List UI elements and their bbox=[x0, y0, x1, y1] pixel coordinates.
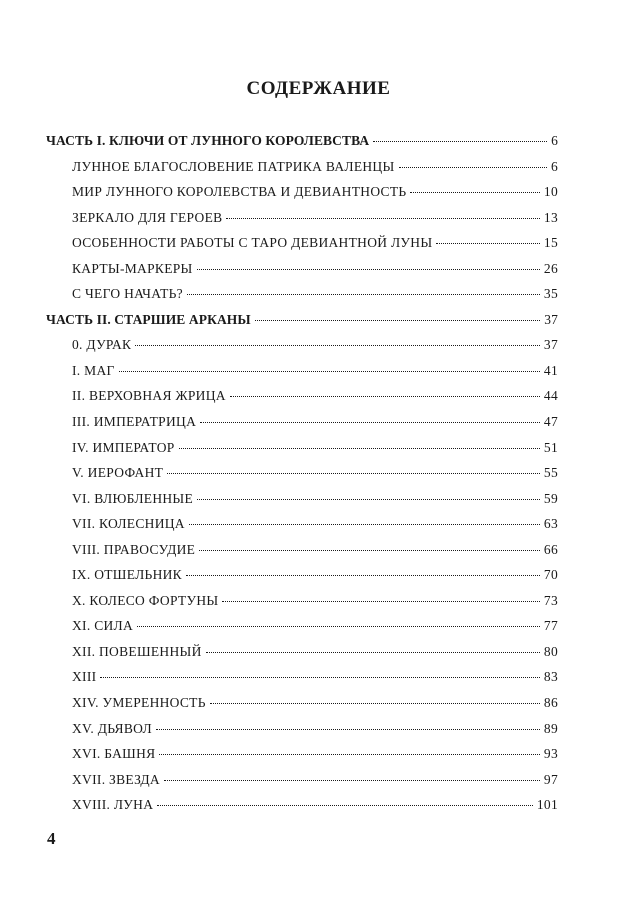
toc-entry-page: 15 bbox=[543, 235, 558, 251]
toc-entry-label: II. ВЕРХОВНАЯ ЖРИЦА bbox=[72, 388, 226, 404]
dot-leader bbox=[100, 677, 539, 678]
dot-leader bbox=[399, 167, 547, 168]
dot-leader bbox=[187, 294, 540, 295]
toc-entry-label: XVII. ЗВЕЗДА bbox=[72, 771, 160, 787]
toc-entry bbox=[46, 154, 558, 180]
toc-entry bbox=[46, 716, 558, 742]
toc-entry-label: I. МАГ bbox=[72, 362, 115, 378]
dot-leader bbox=[167, 473, 540, 474]
toc-entry-page: 97 bbox=[543, 771, 558, 787]
toc-entry bbox=[46, 486, 558, 512]
toc-entry-page: 10 bbox=[543, 184, 558, 200]
toc-entry bbox=[46, 460, 558, 486]
toc-entry-page: 35 bbox=[543, 286, 558, 302]
toc-entry bbox=[46, 383, 558, 409]
dot-leader bbox=[137, 626, 540, 627]
dot-leader bbox=[179, 448, 540, 449]
dot-leader bbox=[436, 243, 539, 244]
toc-entry bbox=[46, 767, 558, 793]
toc-entry-page: 77 bbox=[543, 618, 558, 634]
toc-entry-page: 6 bbox=[550, 158, 558, 174]
toc-part-entry bbox=[46, 128, 558, 154]
toc-entry-label: VII. КОЛЕСНИЦА bbox=[72, 516, 185, 532]
toc-entry-page: 26 bbox=[543, 260, 558, 276]
toc-part-entry bbox=[46, 307, 558, 333]
toc-entry-page: 66 bbox=[543, 541, 558, 557]
toc-entry bbox=[46, 562, 558, 588]
toc-entry-page: 73 bbox=[543, 592, 558, 608]
toc-entry-page: 41 bbox=[543, 362, 558, 378]
toc-entry-page: 70 bbox=[543, 567, 558, 583]
dot-leader bbox=[189, 524, 540, 525]
toc-entry-page: 47 bbox=[543, 414, 558, 430]
dot-leader bbox=[206, 652, 540, 653]
toc-entry-page: 44 bbox=[543, 388, 558, 404]
dot-leader bbox=[199, 550, 540, 551]
toc-entry-label: ЧАСТЬ I. КЛЮЧИ ОТ ЛУННОГО КОРОЛЕВСТВА bbox=[46, 133, 370, 148]
toc-entry bbox=[46, 741, 558, 767]
toc-entry bbox=[46, 435, 558, 461]
table-of-contents bbox=[46, 128, 558, 818]
dot-leader bbox=[226, 218, 539, 219]
toc-entry-page: 55 bbox=[543, 465, 558, 481]
toc-entry bbox=[46, 588, 558, 614]
toc-entry-label: ЛУННОЕ БЛАГОСЛОВЕНИЕ ПАТРИКА ВАЛЕНЦЫ bbox=[72, 158, 395, 174]
toc-entry bbox=[46, 690, 558, 716]
dot-leader bbox=[255, 320, 541, 321]
toc-entry-label: XI. СИЛА bbox=[72, 618, 134, 634]
toc-entry-page: 93 bbox=[543, 746, 558, 762]
dot-leader bbox=[159, 754, 539, 755]
toc-entry-label: VIII. ПРАВОСУДИЕ bbox=[72, 541, 196, 557]
toc-entry-page: 80 bbox=[543, 643, 558, 659]
toc-entry bbox=[46, 664, 558, 690]
dot-leader bbox=[373, 141, 547, 142]
dot-leader bbox=[156, 729, 540, 730]
toc-entry-label: МИР ЛУННОГО КОРОЛЕВСТВА И ДЕВИАНТНОСТЬ bbox=[72, 184, 407, 200]
toc-entry bbox=[46, 409, 558, 435]
toc-entry-page: 89 bbox=[543, 720, 558, 736]
toc-entry-label: С ЧЕГО НАЧАТЬ? bbox=[72, 286, 183, 302]
toc-entry-label: ЗЕРКАЛО ДЛЯ ГЕРОЕВ bbox=[72, 209, 223, 225]
dot-leader bbox=[119, 371, 540, 372]
toc-entry-label: КАРТЫ-МАРКЕРЫ bbox=[72, 260, 193, 276]
dot-leader bbox=[135, 345, 540, 346]
toc-entry bbox=[46, 205, 558, 231]
toc-entry-label: X. КОЛЕСО ФОРТУНЫ bbox=[72, 592, 219, 608]
toc-entry-page: 37 bbox=[544, 311, 558, 327]
dot-leader bbox=[197, 499, 540, 500]
toc-entry-label: XIII bbox=[72, 669, 97, 685]
toc-entry-label: VI. ВЛЮБЛЕННЫЕ bbox=[72, 490, 194, 506]
toc-entry bbox=[46, 281, 558, 307]
dot-leader bbox=[157, 805, 533, 806]
page-title: СОДЕРЖАНИЕ bbox=[246, 78, 391, 99]
toc-entry bbox=[46, 537, 558, 563]
toc-entry-label: XVI. БАШНЯ bbox=[72, 746, 156, 762]
toc-entry bbox=[46, 358, 558, 384]
toc-entry bbox=[46, 332, 558, 358]
toc-entry-page: 13 bbox=[543, 209, 558, 225]
toc-entry-label: XII. ПОВЕШЕННЫЙ bbox=[72, 643, 202, 659]
toc-entry-label: XVIII. ЛУНА bbox=[72, 797, 154, 813]
dot-leader bbox=[222, 601, 539, 602]
toc-entry-label: 0. ДУРАК bbox=[72, 337, 132, 353]
toc-entry bbox=[46, 639, 558, 665]
toc-entry bbox=[46, 792, 558, 818]
toc-entry-label: XV. ДЬЯВОЛ bbox=[72, 720, 152, 736]
dot-leader bbox=[197, 269, 540, 270]
toc-entry-page: 51 bbox=[543, 439, 558, 455]
dot-leader bbox=[410, 192, 539, 193]
toc-entry bbox=[46, 230, 558, 256]
toc-entry-label: IX. ОТШЕЛЬНИК bbox=[72, 567, 182, 583]
toc-entry-label: XIV. УМЕРЕННОСТЬ bbox=[72, 695, 206, 711]
toc-entry-page: 101 bbox=[536, 797, 558, 813]
dot-leader bbox=[210, 703, 540, 704]
dot-leader bbox=[230, 396, 540, 397]
toc-entry-page: 37 bbox=[543, 337, 558, 353]
toc-entry-label: IV. ИМПЕРАТОР bbox=[72, 439, 175, 455]
toc-entry-page: 86 bbox=[543, 695, 558, 711]
dot-leader bbox=[186, 575, 540, 576]
toc-entry-page: 6 bbox=[551, 133, 558, 148]
toc-entry-page: 83 bbox=[543, 669, 558, 685]
toc-entry-label: V. ИЕРОФАНТ bbox=[72, 465, 164, 481]
toc-entry-page: 63 bbox=[543, 516, 558, 532]
page-number: 4 bbox=[47, 829, 56, 848]
toc-entry bbox=[46, 613, 558, 639]
toc-entry-label: ЧАСТЬ II. СТАРШИЕ АРКАНЫ bbox=[46, 311, 251, 327]
toc-entry bbox=[46, 511, 558, 537]
dot-leader bbox=[164, 780, 540, 781]
toc-entry-label: ОСОБЕННОСТИ РАБОТЫ С ТАРО ДЕВИАНТНОЙ ЛУНЫ bbox=[72, 235, 433, 251]
dot-leader bbox=[200, 422, 540, 423]
toc-entry bbox=[46, 179, 558, 205]
toc-entry bbox=[46, 256, 558, 282]
toc-entry-label: III. ИМПЕРАТРИЦА bbox=[72, 414, 197, 430]
toc-entry-page: 59 bbox=[543, 490, 558, 506]
